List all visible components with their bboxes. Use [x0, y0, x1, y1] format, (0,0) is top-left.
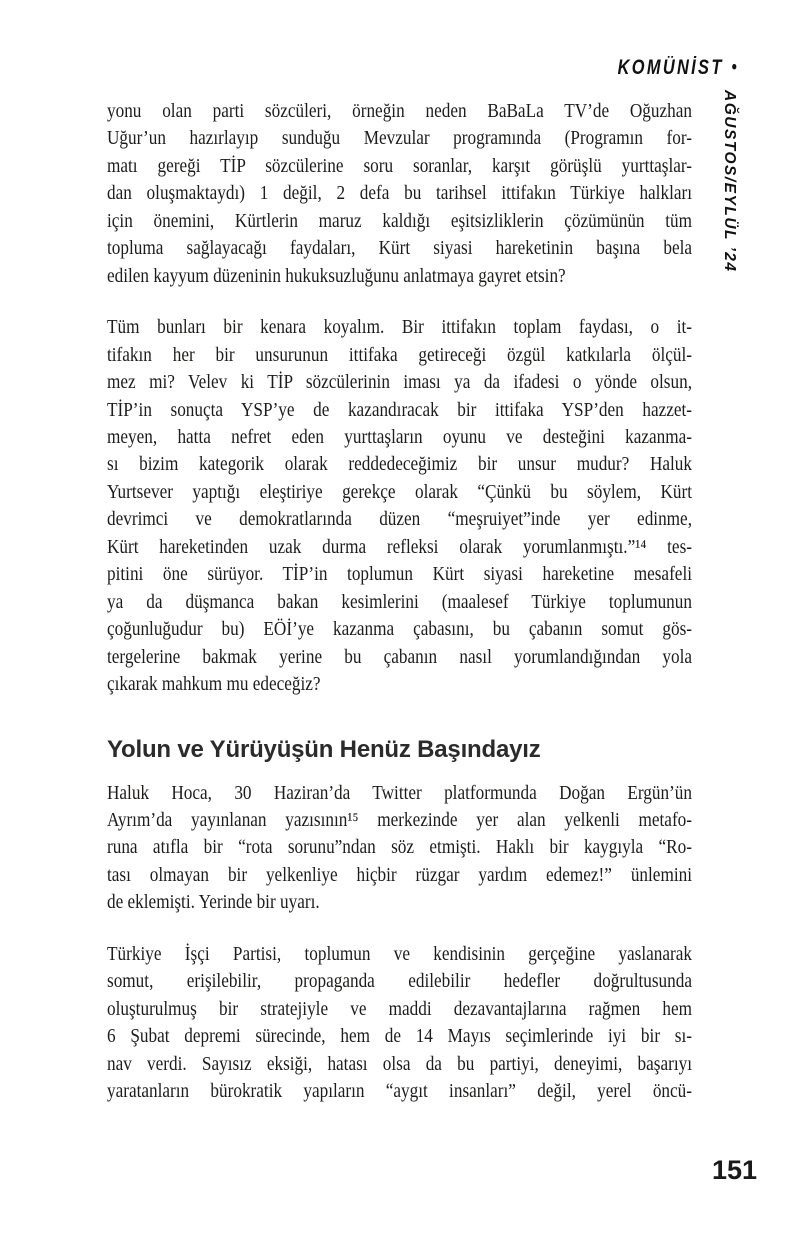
text-line: sı bizim kategorik olarak reddedeceğimiz bir unsur mudur? Haluk	[107, 453, 693, 476]
text-line: dan oluşmaktaydı) 1 değil, 2 defa bu tarihsel ittifakın Türkiye halkları	[107, 182, 693, 205]
text-line: somut, erişilebilir, propaganda edilebilir hedefler doğrultusunda	[107, 970, 693, 993]
text-line: yaratanların bürokratik yapıların “aygıt insanları” değil, yerel öncü-	[107, 1080, 693, 1103]
text-line: pitini öne sürüyor. TİP’in toplumun Kürt siyasi hareketine mesafeli	[107, 563, 693, 586]
text-line: Kürt hareketinden uzak durma refleksi olarak yorumlanmıştı.”¹⁴ tes-	[107, 535, 693, 558]
text-line: edilen kayyum düzeninin hukuksuzluğunu anlatmaya gayret etsin?	[107, 264, 566, 287]
text-line: tergelerine bakmak yerine bu çabanın nasıl yorumlandığından yola	[107, 645, 693, 668]
text-line: TİP’in sonuçta YSP’ye de kazandıracak bir ittifaka YSP’den hazzet-	[107, 398, 693, 421]
paragraph	[107, 98, 692, 290]
text-line: tası olmayan bir yelkenliye hiçbir rüzgar yardım edemez!” ünlemini	[107, 863, 693, 886]
text-line: yonu olan parti sözcüleri, örneğin neden BaBaLa TV’de Oğuzhan	[107, 100, 693, 122]
paragraph	[107, 314, 692, 698]
text-line: çoğunluğudur bu) EÖİ’ye kazanma çabasını, bu çabanın somut gös-	[107, 618, 693, 641]
text-line: nav verdi. Sayısız eksiği, hatası olsa da bu partiyi, deneyimi, başarıyı	[107, 1052, 693, 1075]
text-line: Tüm bunları bir kenara koyalım. Bir ittifakın toplam faydası, o it-	[107, 316, 693, 339]
paragraph	[107, 780, 692, 917]
text-line: mez mi? Velev ki TİP sözcülerinin iması ya da ifadesi o yönde olsun,	[107, 371, 693, 394]
text-line: runa atıfla bir “rota sorunu”ndan söz etmişti. Haklı bir kaygıyla “Ro-	[107, 836, 693, 859]
article-body	[107, 98, 692, 1130]
text-line: matı gereği TİP sözcülerine soru soranlar, karşıt görüşlü yurttaşlar-	[107, 154, 693, 177]
text-line: devrimci ve demokratlarında düzen “meşruiyet”inde yer edinme,	[107, 508, 693, 531]
text-line: Ayrım’da yayınlanan yazısının¹⁵ merkezinde yer alan yelkenli metafo-	[107, 808, 693, 831]
text-line: Yurtsever yaptığı eleştiriye gerekçe olarak “Çünkü bu söylem, Kürt	[107, 480, 693, 503]
text-line: tifakın her bir unsurunun ittifaka getireceği özgül katkılarla ölçül-	[107, 343, 693, 366]
text-line: meyen, hatta nefret eden yurttaşların oyunu ve desteğini kazanma-	[107, 425, 693, 448]
text-line: de eklemişti. Yerinde bir uyarı.	[107, 891, 320, 914]
page-number: 151	[711, 1155, 757, 1185]
text-line: Türkiye İşçi Partisi, toplumun ve kendisinin gerçeğine yaslanarak	[107, 942, 693, 965]
text-line: oluşturulmuş bir stratejiyle ve maddi dezavantajlarına rağmen hem	[107, 997, 693, 1020]
masthead-bullet-icon: •	[731, 57, 737, 78]
issue-date-label: AĞUSTOS/EYLÜL ’24	[721, 90, 738, 273]
text-line: Haluk Hoca, 30 Haziran’da Twitter platformunda Doğan Ergün’ün	[107, 781, 693, 804]
text-line: çıkarak mahkum mu edeceğiz?	[107, 673, 321, 696]
text-line: için önemini, Kürtlerin maruz kaldığı eşitsizliklerin çözümünün tüm	[107, 209, 693, 232]
masthead-title: KOMÜNİST	[617, 56, 725, 79]
section-heading: Yolun ve Yürüyüşün Henüz Başındayız	[107, 735, 541, 763]
paragraph	[107, 941, 692, 1106]
text-line: ya da düşmanca bakan kesimlerini (maalesef Türkiye toplumunun	[107, 590, 693, 613]
text-line: 6 Şubat depremi sürecinde, hem de 14 Mayıs seçimlerinde iyi bir sı-	[107, 1025, 693, 1048]
text-line: Uğur’un hazırlayıp sunduğu Mevzular programında (Programın for-	[107, 127, 693, 150]
masthead	[618, 56, 737, 80]
text-line: topluma sağlayacağı faydaları, Kürt siyasi hareketinin başına bela	[107, 237, 693, 260]
